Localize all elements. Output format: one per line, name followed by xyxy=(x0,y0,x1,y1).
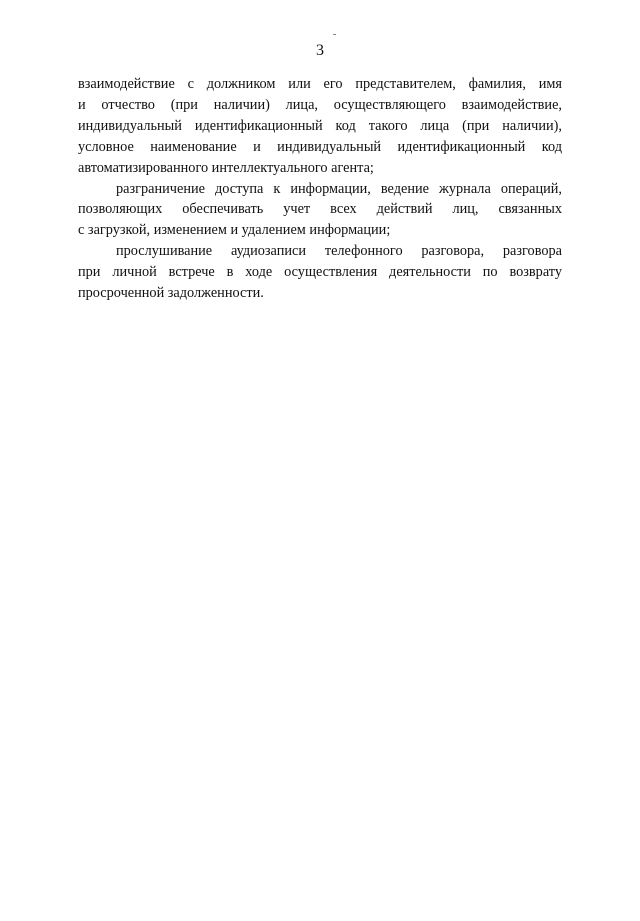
document-body xyxy=(78,74,562,304)
text-line: при личной встрече в ходе осуществления деятельности по возврату xyxy=(78,264,562,281)
text-line: и отчество (при наличии) лица, осуществляющего взаимодействие, xyxy=(78,96,562,113)
text-line: взаимодействие с должником или его представителем, фамилия, имя xyxy=(78,76,562,92)
paragraph-interaction-record xyxy=(78,74,562,179)
paragraph-audio-review xyxy=(78,241,562,304)
text-line: условное наименование и индивидуальный идентификационный код xyxy=(78,138,562,155)
text-line: индивидуальный идентификационный код такого лица (при наличии), xyxy=(78,117,562,134)
text-line: автоматизированного интеллектуального агента; xyxy=(78,159,374,176)
text-line: позволяющих обеспечивать учет всех действий лиц, связанных xyxy=(78,201,562,218)
page-number: 3 xyxy=(316,42,324,59)
text-line: разграничение доступа к информации, ведение журнала операций, xyxy=(116,180,562,197)
text-line: прослушивание аудиозаписи телефонного разговора, разговора xyxy=(116,243,562,260)
text-line: с загрузкой, изменением и удалением информации; xyxy=(78,222,391,239)
paragraph-access-control xyxy=(78,179,562,242)
text-line: просроченной задолженности. xyxy=(78,285,264,302)
scan-speck xyxy=(333,34,336,35)
